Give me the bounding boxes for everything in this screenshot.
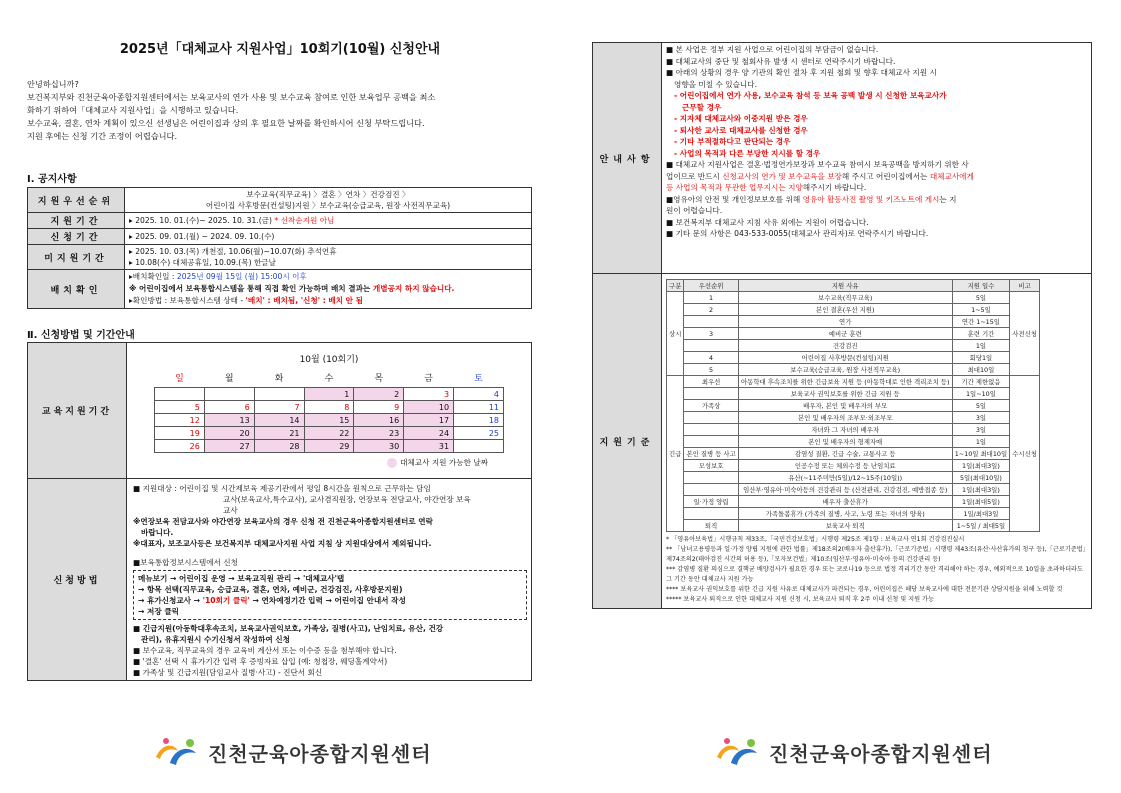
calendar-day: 25	[454, 427, 504, 440]
calendar-day: 22	[304, 427, 354, 440]
guide-warning: 근무할 경우	[682, 102, 722, 112]
guide-line: 해주시기 바랍니다.	[802, 183, 867, 192]
confirm-warning: 개별공지 하지 않습니다.	[372, 284, 455, 293]
calendar-day: 11	[454, 401, 504, 414]
guide-line: ■영유아의 안전 및 개인정보보호를 위해	[666, 194, 803, 204]
criteria-group: 상시	[667, 292, 684, 376]
calendar-day: 19	[155, 427, 205, 440]
criteria-header: 지원 일수	[952, 280, 1010, 292]
apply-target: 교사	[223, 506, 238, 515]
calendar-day: 8	[304, 401, 354, 414]
guide-warning: - 지자체 대체교사와 이중지원 받은 경우	[674, 114, 808, 123]
left-page	[0, 0, 560, 793]
criteria-days: 회당1일	[952, 352, 1010, 364]
criteria-reason: 배우자 출산휴가	[738, 496, 952, 508]
section-notice-heading: Ⅰ. 공지사항	[27, 174, 77, 185]
criteria-reason: 자녀와 그 자녀의 배우자	[738, 424, 952, 436]
calendar-day: 20	[204, 427, 254, 440]
apply-period-value: ▸ 2025. 09. 01.(월) ~ 2024. 09. 10.(수)	[125, 229, 532, 245]
intro-line: 지원 후에는 신청 기간 조정이 어렵습니다.	[27, 131, 178, 141]
criteria-row	[667, 364, 1040, 376]
criteria-reason: 보육교사 권익보호를 위한 긴급 지원 등	[738, 388, 952, 400]
criteria-table	[666, 279, 1040, 532]
criteria-days: 1~5일 / 최대5일	[952, 520, 1010, 532]
criteria-reason: 감염성 질환, 긴급 수술, 교통사고 등	[738, 448, 952, 460]
guide-warning: - 어린이집에서 연가 사용, 보수교육 참석 등 보육 공백 발생 시 신청한 보육교사가	[674, 91, 947, 100]
criteria-reason: 본인 및 배우자의 조부모·외조부모	[738, 412, 952, 424]
nosupport-line: ▸ 2025. 10. 03.(목) 개천절, 10.06(월)~10.07(화) 추석연휴	[129, 247, 337, 256]
calendar-day: 17	[404, 414, 454, 427]
apply-note: ※연장보육 전담교사와 야간연장 보육교사의 경우 신청 전 진천군육아종합지원센터로 연락	[133, 517, 433, 526]
criteria-priority	[684, 388, 738, 400]
calendar-day: 29	[304, 440, 354, 453]
criteria-row	[667, 496, 1040, 508]
confirm-status: '배치' : 배치됨, '신청' : 배치 안 됨	[245, 296, 364, 305]
guide-emphasis: 등 사업의 목적과 무관한 업무지시는 지양	[666, 183, 803, 192]
criteria-priority	[684, 484, 738, 496]
confirm-line: ▸배치확인일 :	[129, 272, 177, 281]
criteria-row	[667, 520, 1040, 532]
guide-label: 안내사항	[593, 43, 662, 274]
calendar-weekday: 수	[324, 374, 334, 384]
guide-line: ■ 아래의 상황의 경우 양 기관의 확인 절차 후 지원 철회 및 향후 대체교사 지원 시	[666, 68, 937, 77]
legend-dot-icon	[387, 458, 397, 468]
criteria-reason: 예비군 훈련	[738, 328, 952, 340]
guide-emphasis: 신청교사의 연가 및 보수교육을 보장	[722, 171, 842, 181]
period-note: * 선착순지원 아님	[274, 216, 335, 225]
calendar-day: 26	[155, 440, 205, 453]
calendar-day	[454, 440, 504, 453]
calendar-day: 6	[204, 401, 254, 414]
criteria-priority: 4	[684, 352, 738, 364]
criteria-row	[667, 448, 1040, 460]
criteria-reason: 인공수정 또는 체외수정 등 난임치료	[738, 460, 952, 472]
criteria-row	[667, 340, 1040, 352]
calendar-weekday: 목	[374, 374, 384, 384]
criteria-note: 사전신청	[1010, 292, 1040, 376]
calendar-day: 30	[354, 440, 404, 453]
apply-note: 바랍니다.	[141, 528, 174, 537]
calendar-day: 13	[204, 414, 254, 427]
calendar-title: 10월 (10회기)	[299, 355, 359, 365]
footnote: ** 「남녀고용평등과 일·가정 양립 지원에 관한 법률」제18조의2(배우자 출산휴가),「근로기준법」시행령 제43조(유산·사산휴가의 청구 등),「근로기준법」제74조의2(태아검진 시간의 허용 등),「모자보건법」제10조(임산부·영유아·미숙아 등의 건강관리 등)	[666, 546, 1086, 563]
criteria-reason: 본인 결혼(우선 지원)	[738, 304, 952, 316]
calendar-day	[204, 388, 254, 401]
calendar-weekday: 월	[224, 374, 234, 384]
intro-text	[27, 78, 542, 143]
criteria-note: 수시신청	[1010, 376, 1040, 532]
criteria-reason: 연가	[738, 316, 952, 328]
calendar-day: 23	[354, 427, 404, 440]
section-apply-heading: Ⅱ. 신청방법 및 기간안내	[27, 330, 135, 341]
criteria-header: 지원 사유	[738, 280, 952, 292]
criteria-row	[667, 352, 1040, 364]
calendar-weekday: 화	[274, 374, 284, 384]
menu-step: → 연차예정기간 입력 → 어린이집 안내서 작성	[249, 596, 406, 605]
criteria-days: 5일(최대10일)	[952, 472, 1010, 484]
apply-system: ■보육통합정보시스템에서 신청	[133, 558, 238, 567]
criteria-days: 1일	[952, 436, 1010, 448]
calendar-day: 5	[155, 401, 205, 414]
notice-table	[27, 187, 532, 309]
criteria-days: 1일	[952, 340, 1010, 352]
calendar-day: 1	[304, 388, 354, 401]
criteria-header: 구분	[667, 280, 684, 292]
guide-line: ■ 보건복지부 대체교사 지침 사유 외에는 지원이 어렵습니다.	[666, 217, 869, 227]
intro-line: 보건복지부와 진천군육아종합지원센터에서는 보육교사의 연가 사용 및 보수교육 참여로 인한 보육업무 공백을 최소	[27, 92, 436, 102]
criteria-days: 5일	[952, 292, 1010, 304]
nosupport-label: 미지원기간	[28, 245, 125, 270]
criteria-priority: 2	[684, 304, 738, 316]
criteria-row	[667, 436, 1040, 448]
criteria-reason: 아동학대 후속조치를 위한 긴급보육 지원 등 (아동학대로 인한 격리조치 등)	[738, 376, 952, 388]
intro-line: 안녕하십니까?	[27, 79, 79, 89]
priority-label: 지원우선순위	[28, 188, 125, 213]
guide-line: 원이 어렵습니다.	[666, 206, 723, 215]
criteria-priority: 퇴직	[684, 520, 738, 532]
criteria-priority: 1	[684, 292, 738, 304]
criteria-reason: 어린이집 사후방문(컨설팅)지원	[738, 352, 952, 364]
menu-step: 메뉴보기 → 어린이집 운영 → 보육교직원 관리 → '대체교사'탭	[138, 574, 345, 583]
criteria-days: 3일	[952, 412, 1010, 424]
guide-line: 해 주시고 어린이집에서는	[841, 171, 930, 181]
calendar-day: 24	[404, 427, 454, 440]
calendar-day: 27	[204, 440, 254, 453]
calendar-day: 12	[155, 414, 205, 427]
guide-line: 영향을 미칠 수 있습니다.	[674, 79, 758, 89]
guide-line: ■ 본 사업은 정부 지원 사업으로 어린이집의 부담금이 없습니다.	[666, 45, 879, 54]
center-logo-icon	[152, 735, 204, 767]
criteria-reason: 가족돌봄휴가 (가족의 질병, 사고, 노령 또는 자녀의 양육)	[738, 508, 952, 520]
guide-warning: - 기타 부적절하다고 판단되는 경우	[674, 137, 791, 146]
footnote: ***** 보육교사 퇴직으로 인한 대체교사 지원 신청 시, 보육교사 퇴직 후 2주 이내 신청 및 지원 가능	[666, 596, 935, 603]
criteria-days: 1일(최대3일)	[952, 460, 1010, 472]
criteria-row	[667, 292, 1040, 304]
calendar-day: 16	[354, 414, 404, 427]
criteria-days: 최대10일	[952, 364, 1010, 376]
calendar-day: 31	[404, 440, 454, 453]
page-title: 2025년「대체교사 지원사업」10회기(10월) 신청안내	[119, 42, 441, 57]
criteria-row	[667, 412, 1040, 424]
criteria-days: 연간 1~15일	[952, 316, 1010, 328]
criteria-days: 1일/최대3일	[952, 508, 1010, 520]
criteria-row	[667, 424, 1040, 436]
guide-line: 업이므로 반드시	[666, 171, 723, 181]
criteria-group: 긴급	[667, 376, 684, 532]
criteria-footnotes	[663, 535, 1090, 607]
criteria-row	[667, 484, 1040, 496]
calendar-day: 21	[254, 427, 304, 440]
footnote: *** 감염병 질환 의심으로 결핵균 배양검사가 필요한 경우 또는 코로나19 등으로 법정 격리기간 동안 격리해야 하는 경우, 예외적으로 10일을 초과하더라도 그 기간 동안 대체교사 지원 가능	[666, 566, 1084, 583]
criteria-priority: 모성보호	[684, 460, 738, 472]
guide-line: ■ 대체교사의 중단 및 철회사유 발생 시 센터로 연락주시기 바랍니다.	[666, 56, 896, 66]
calendar-day	[155, 388, 205, 401]
calendar-weekday: 금	[424, 374, 433, 384]
priority-line: 어린이집 사후방문(컨설팅)지원 〉보수교육(승급교육, 원장 사전직무교육)	[205, 201, 451, 210]
calendar-day: 9	[354, 401, 404, 414]
criteria-days: 1~10일 최대10일	[952, 448, 1010, 460]
criteria-reason: 배우자, 본인 및 배우자의 부모	[738, 400, 952, 412]
calendar-day	[254, 388, 304, 401]
menu-step: → 항목 선택(직무교육, 승급교육, 결혼, 연차, 예비군, 건강검진, 사후방문지원)	[138, 585, 403, 594]
period-value: ▸ 2025. 10. 01.(수)~ 2025. 10. 31.(금)	[129, 216, 272, 225]
criteria-priority	[684, 316, 738, 328]
calendar-day: 15	[304, 414, 354, 427]
criteria-priority	[684, 412, 738, 424]
confirm-line: ※ 어린이집에서 보육통합시스템을 통해 직접 확인 가능하며 배치 결과는	[129, 284, 373, 293]
criteria-header: 우선순위	[684, 280, 738, 292]
criteria-priority	[684, 508, 738, 520]
nosupport-line: ▸ 10.08(수) 대체공휴일, 10.09.(목) 한글날	[129, 258, 276, 267]
calendar-legend	[128, 457, 488, 468]
calendar-day: 2	[354, 388, 404, 401]
criteria-label: 지원기준	[593, 274, 662, 609]
criteria-row	[667, 328, 1040, 340]
apply-target: 교사(보육교사,특수교사), 교사겸직원장, 연장보육 전담교사, 야간연장 보육	[223, 495, 471, 504]
criteria-days: 3일	[952, 424, 1010, 436]
criteria-days: 1일(최대3일)	[952, 484, 1010, 496]
criteria-reason: 본인 및 배우자의 형제자매	[738, 436, 952, 448]
guide-table	[592, 42, 1092, 609]
criteria-reason: 건강검진	[738, 340, 952, 352]
intro-line: 화하기 위하여「대체교사 지원사업」을 시행하고 있습니다.	[27, 105, 239, 115]
period-label: 지원기간	[28, 213, 125, 229]
criteria-row	[667, 388, 1040, 400]
criteria-reason: 유산(~11주미만(5일)/12~15주(10일))	[738, 472, 952, 484]
center-logo	[0, 735, 560, 769]
criteria-days: 기간 제한없음	[952, 376, 1010, 388]
criteria-reason: 임산부·영유아·미숙아등의 건강관리 등 (산전관리, 건강검진, 예방접종 등)	[738, 484, 952, 496]
criteria-row	[667, 376, 1040, 388]
guide-line: ■ 기타 문의 사항은 043-533-0055(대체교사 관리자)로 연락주시기 바랍니다.	[666, 229, 929, 238]
center-logo-text: 진천군육아종합지원센터	[769, 742, 993, 766]
center-logo	[561, 735, 1121, 769]
criteria-row	[667, 316, 1040, 328]
criteria-row	[667, 472, 1040, 484]
priority-line: 보수교육(직무교육) 〉결혼 〉연차 〉건강검진 〉	[246, 190, 410, 199]
center-logo-text: 진천군육아종합지원센터	[208, 742, 432, 766]
criteria-priority	[684, 340, 738, 352]
calendar-day: 7	[254, 401, 304, 414]
guide-line: ■ 대체교사 지원사업은 결혼·법정연가보장과 보수교육 참여시 보육공백을 방지하기 위한 사	[666, 160, 969, 169]
menu-step-highlight: '10회기 클릭'	[202, 596, 250, 605]
criteria-days: 1일(최대5일)	[952, 496, 1010, 508]
calendar-day: 18	[454, 414, 504, 427]
legend-text: 대체교사 지원 가능한 날짜	[400, 458, 488, 467]
criteria-priority: 본인 질병 등 사고	[684, 448, 738, 460]
criteria-priority: 최우선	[684, 376, 738, 388]
calendar-weekday: 일	[175, 374, 184, 384]
right-page	[561, 0, 1121, 793]
criteria-row	[667, 508, 1040, 520]
criteria-priority: 3	[684, 328, 738, 340]
apply-bullet: ■ 긴급지원(아동학대후속조치, 보육교사권익보호, 가족상, 질병(사고), 난임치료, 유산, 건강	[133, 624, 444, 633]
calendar-weekday: 토	[474, 374, 483, 384]
criteria-days: 1일~10일	[952, 388, 1010, 400]
intro-line: 보수교육, 결혼, 연차 계획이 있으신 선생님은 어린이집과 상의 후 필요한 날짜를 확인하시어 신청 부탁드립니다.	[27, 118, 425, 128]
guide-emphasis: 대체교사에게	[929, 171, 974, 181]
guide-warning: - 사업의 목적과 다른 부당한 지시를 할 경우	[674, 148, 821, 158]
guide-line: 는 지	[939, 194, 957, 204]
apply-table	[27, 342, 532, 681]
apply-period-label: 신청기간	[28, 229, 125, 245]
criteria-priority: 일·가정 양립	[684, 496, 738, 508]
footnote: * 「영유아보육법」시행규칙 제33조,「국민건강보호법」시행령 제25조 제1항 : 보육교사 연1회 건강검진실시	[666, 536, 965, 543]
calendar-day: 14	[254, 414, 304, 427]
criteria-reason: 보수교육(직무교육)	[738, 292, 952, 304]
calendar-day: 10	[404, 401, 454, 414]
criteria-row	[667, 304, 1040, 316]
criteria-header: 비고	[1010, 280, 1040, 292]
center-logo-icon	[713, 735, 765, 767]
criteria-priority	[684, 436, 738, 448]
apply-bullet: 관리), 유휴지원시 수기신청서 작성하여 신청	[141, 635, 290, 644]
calendar-day: 4	[454, 388, 504, 401]
apply-bullet: ■ 보수교육, 직무교육의 경우 교육비 계산서 또는 이수증 등을 첨부해야 합니다.	[133, 646, 397, 655]
criteria-days: 1~5일	[952, 304, 1010, 316]
menu-step: → 휴가신청교사 →	[138, 596, 203, 605]
guide-warning: - 퇴사한 교사로 대체교사를 신청한 경우	[674, 125, 808, 135]
calendar-day: 28	[254, 440, 304, 453]
footnote: **** 보육교사 권익보호를 위한 긴급 지원 사유로 대체교사가 파견되는 경우, 어린이집은 해당 보육교사에 대한 전문기관 상담지원을 위해 노력할 것	[666, 586, 1063, 593]
confirm-line: ▸확인방법 : 보육통합시스템 상태 -	[129, 296, 246, 305]
apply-method-label: 신청방법	[28, 479, 127, 681]
apply-bullet: ■ 가족상 및 긴급지원(담임교사 질병·사고) - 진단서 회신	[133, 668, 323, 677]
criteria-days: 훈련 기간	[952, 328, 1010, 340]
menu-steps-box	[133, 570, 527, 620]
confirm-label: 배치확인	[28, 270, 125, 309]
criteria-priority: 가족상	[684, 400, 738, 412]
apply-target: ■ 지원대상 : 어린이집 및 시간제보육 제공기관에서 평일 8시간을 원칙으로 근무하는 담임	[133, 484, 431, 493]
criteria-priority	[684, 424, 738, 436]
criteria-row	[667, 400, 1040, 412]
criteria-priority: 5	[684, 364, 738, 376]
criteria-priority	[684, 472, 738, 484]
menu-step: → 저장 클릭	[138, 607, 179, 616]
guide-emphasis: 영유아 활동사진 촬영 및 키즈노트에 게시	[802, 194, 940, 204]
criteria-row	[667, 460, 1040, 472]
calendar-label: 교육지원기간	[28, 343, 127, 479]
confirm-date: 2025년 09월 15일 (월) 15:00시 이후	[176, 272, 307, 281]
calendar-day: 3	[404, 388, 454, 401]
criteria-reason: 보육교사 퇴직	[738, 520, 952, 532]
apply-bullet: ■ '결혼' 선택 시 휴가기간 입력 후 증빙자료 삽입 (예: 청첩장, 웨딩홀계약서)	[133, 657, 388, 666]
apply-note: ※대표자, 보조교사등은 보건복지부 대체교사지원 사업 지침 상 지원대상에서 제외됩니다.	[133, 539, 432, 548]
criteria-days: 5일	[952, 400, 1010, 412]
criteria-reason: 보수교육(승급교육, 원장 사전직무교육)	[738, 364, 952, 376]
calendar	[154, 371, 504, 453]
